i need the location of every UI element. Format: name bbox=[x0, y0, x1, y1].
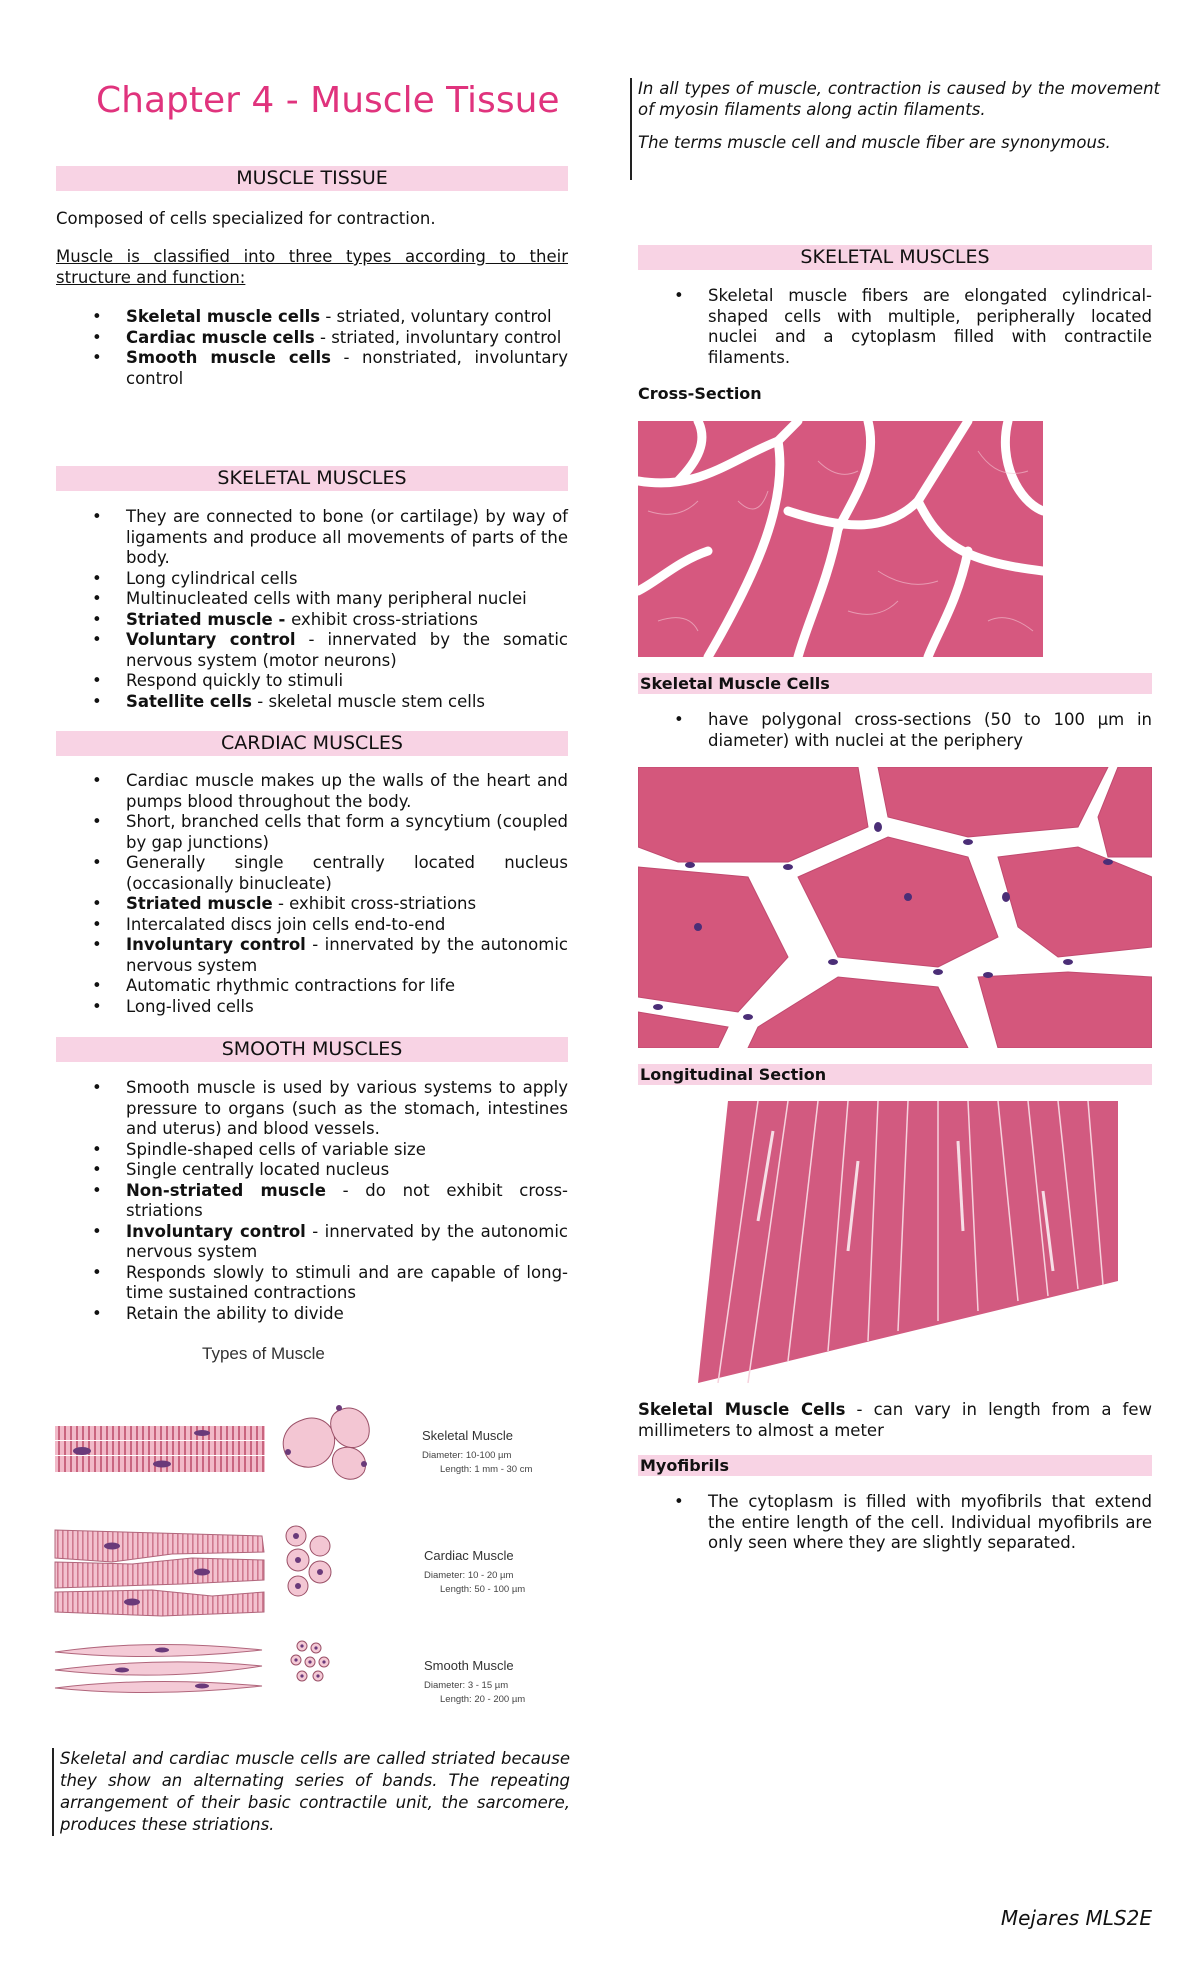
list-item: • Skeletal muscle fibers are elongated cylindrical-shaped cells with multiple, peripherally located nuclei and a cytoplasm filled with contractile filaments. bbox=[674, 286, 1152, 367]
contraction-note bbox=[630, 78, 1160, 180]
list-item: • The cytoplasm is filled with myofibrils that extend the entire length of the cell. Individual myofibrils are only seen where they are slightly separated. bbox=[674, 1492, 1152, 1552]
longitudinal-micrograph bbox=[698, 1101, 1118, 1383]
cross-section-micrograph bbox=[638, 421, 1043, 657]
chapter-title: Chapter 4 - Muscle Tissue bbox=[96, 80, 560, 121]
list-item: • Automatic rhythmic contractions for life bbox=[92, 976, 456, 995]
list-item: • Smooth muscle cells - nonstriated, involuntary control bbox=[92, 348, 568, 388]
skeletal-muscle-label: Skeletal Muscle bbox=[422, 1428, 514, 1443]
cardiac-muscle-label: Cardiac Muscle bbox=[424, 1548, 514, 1563]
longitudinal-section-label: Longitudinal Section bbox=[638, 1064, 1152, 1085]
note-contraction-text: In all types of muscle, contraction is caused by the movement of myosin filaments along actin filaments. bbox=[638, 79, 1160, 119]
classification-text: Muscle is classified into three types according to their structure and function: bbox=[56, 247, 568, 287]
muscle-types-list bbox=[56, 307, 568, 389]
list-item: • Skeletal muscle cells - striated, voluntary control bbox=[92, 307, 552, 326]
list-item: • They are connected to bone (or cartilage) by way of ligaments and produce all movements of parts of the body. bbox=[92, 507, 568, 567]
list-item: • Long cylindrical cells bbox=[92, 568, 298, 588]
myofibrils-label: Myofibrils bbox=[638, 1455, 1152, 1476]
list-item: • have polygonal cross-sections (50 to 100 µm in diameter) with nuclei at the periphery bbox=[674, 710, 1152, 750]
myofibrils-list bbox=[638, 1492, 1152, 1554]
skeletal-length: Length: 1 mm - 30 cm bbox=[440, 1464, 533, 1475]
types-of-muscle-figure bbox=[52, 1340, 572, 1730]
cell-length-text: Skeletal Muscle Cells - can vary in length from a few millimeters to almost a meter bbox=[638, 1400, 1152, 1440]
cardiac-muscles-heading: CARDIAC MUSCLES bbox=[56, 731, 568, 756]
skeletal-cells-svg bbox=[638, 767, 1152, 1048]
right-skeletal-heading: SKELETAL MUSCLES bbox=[638, 245, 1152, 270]
list-item: • Respond quickly to stimuli bbox=[92, 671, 344, 690]
skeletal-muscle-cells-label: Skeletal Muscle Cells bbox=[638, 673, 1152, 694]
list-item: • Involuntary control - innervated by the autonomic nervous system bbox=[92, 935, 568, 975]
cardiac-length: Length: 50 - 100 µm bbox=[440, 1584, 526, 1595]
list-item: • Generally single centrally located nucleus (occasionally binucleate) bbox=[92, 853, 568, 893]
skeletal-list bbox=[56, 507, 568, 712]
smooth-list bbox=[56, 1078, 568, 1324]
list-item: • Multinucleated cells with many peripheral nuclei bbox=[92, 589, 527, 608]
longitudinal-svg bbox=[698, 1101, 1118, 1383]
cross-section-label: Cross-Section bbox=[638, 384, 762, 403]
list-item: • Cardiac muscle cells - striated, involuntary control bbox=[92, 327, 562, 347]
list-item: • Voluntary control - innervated by the somatic nervous system (motor neurons) bbox=[92, 630, 568, 670]
list-item: • Non-striated muscle - do not exhibit cross-striations bbox=[92, 1180, 568, 1220]
list-item: • Spindle-shaped cells of variable size bbox=[92, 1139, 426, 1159]
smooth-muscle-label: Smooth Muscle bbox=[424, 1658, 514, 1673]
note-synonym-text: The terms muscle cell and muscle fiber are synonymous. bbox=[638, 133, 1111, 152]
right-skeletal-list bbox=[638, 286, 1152, 368]
list-item: • Satellite cells - skeletal muscle stem cells bbox=[92, 691, 486, 711]
list-item: • Single centrally located nucleus bbox=[92, 1160, 390, 1179]
list-item: • Cardiac muscle makes up the walls of the heart and pumps blood throughout the body. bbox=[92, 771, 568, 811]
smooth-length: Length: 20 - 200 µm bbox=[440, 1694, 526, 1705]
skeletal-diameter: Diameter: 10-100 µm bbox=[422, 1450, 512, 1461]
muscle-tissue-intro: Composed of cells specialized for contraction. bbox=[56, 209, 436, 228]
list-item: • Responds slowly to stimuli and are capable of long-time sustained contractions bbox=[92, 1262, 568, 1302]
list-item: • Long-lived cells bbox=[92, 996, 254, 1016]
author-footer: Mejares MLS2E bbox=[1000, 1906, 1152, 1930]
list-item: • Short, branched cells that form a syncytium (coupled by gap junctions) bbox=[92, 812, 568, 852]
skeletal-muscles-heading: SKELETAL MUSCLES bbox=[56, 466, 568, 491]
list-item: • Smooth muscle is used by various systems to apply pressure to organs (such as the stomach, intestines and uterus) and blood vessels. bbox=[92, 1078, 568, 1138]
muscle-tissue-heading: MUSCLE TISSUE bbox=[56, 166, 568, 191]
list-item: • Striated muscle - exhibit cross-striations bbox=[92, 894, 477, 913]
smooth-diameter: Diameter: 3 - 15 µm bbox=[424, 1680, 509, 1691]
list-item: • Intercalated discs join cells end-to-end bbox=[92, 914, 446, 934]
cardiac-diameter: Diameter: 10 - 20 µm bbox=[424, 1570, 514, 1581]
list-item: • Retain the ability to divide bbox=[92, 1303, 344, 1323]
list-item: • Striated muscle - exhibit cross-striations bbox=[92, 609, 478, 629]
cross-section-svg bbox=[638, 421, 1043, 657]
smooth-muscles-heading: SMOOTH MUSCLES bbox=[56, 1037, 568, 1062]
cardiac-list bbox=[56, 771, 568, 1017]
skeletal-cells-micrograph bbox=[638, 767, 1152, 1048]
list-item: • Involuntary control - innervated by the autonomic nervous system bbox=[92, 1221, 568, 1261]
figure-title: Types of Muscle bbox=[202, 1344, 325, 1363]
cells-list bbox=[638, 710, 1152, 751]
striated-note: Skeletal and cardiac muscle cells are called striated because they show an alternating series of bands. The repeating arrangement of their basic contractile unit, the sarcomere, produces these striations. bbox=[52, 1748, 570, 1836]
